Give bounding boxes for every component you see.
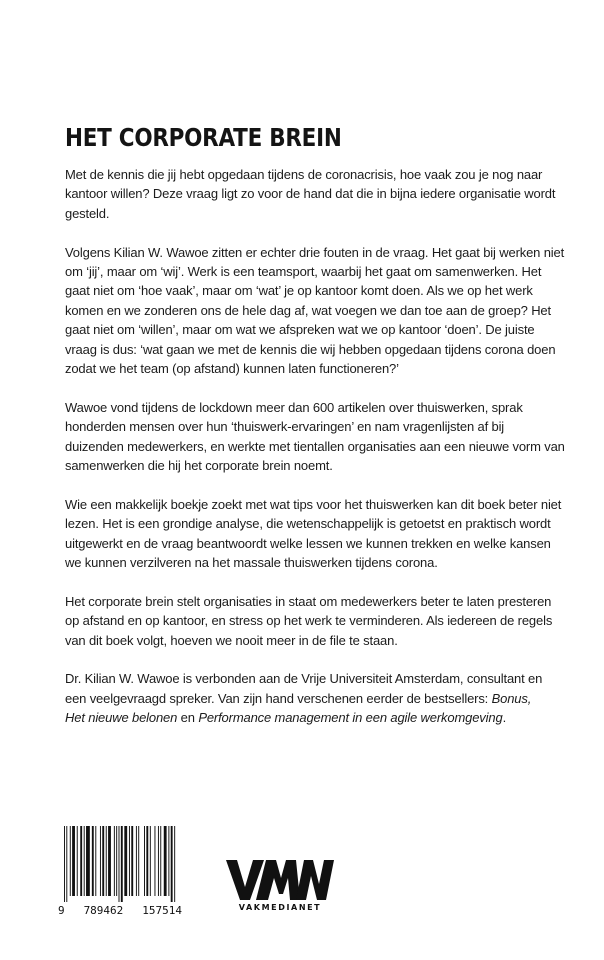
- barcode-bar: [164, 826, 167, 896]
- barcode-bar: [95, 826, 96, 896]
- barcode-bar: [146, 826, 148, 896]
- barcode-bar: [64, 826, 65, 902]
- author-bio: [65, 669, 565, 727]
- author-bio-end: .: [502, 710, 507, 726]
- barcode-bar: [154, 826, 155, 896]
- book-title-bonus: Bonus,: [491, 690, 532, 706]
- book-title-performance: Performance management in een agile werkomgeving: [198, 710, 503, 726]
- book-title-nieuwe-belonen: Het nieuwe belonen: [65, 710, 178, 726]
- blurb-paragraph-4: Wie een makkelijk boekje zoekt met wat tips voor het thuiswerken kan dit boek beter niet lezen. Het is een grondige analyse, die wetenschappelijk is getoetst en praktisch wordt uitgewerkt en de vraag beantwoordt welke lessen we kunnen trekken en welke kansen we kunnen verzilveren na het massale thuiswerken tijdens corona.: [65, 496, 562, 571]
- barcode-bar: [77, 826, 78, 896]
- barcode-bar: [121, 826, 123, 902]
- author-bio-connector: en: [177, 710, 199, 726]
- publisher-logo: [226, 860, 334, 912]
- barcode-bar: [144, 826, 145, 896]
- blurb-paragraph-1: Met de kennis die jij hebt opgedaan tijdens de coronacrisis, hoe vaak zou je nog naar kantoor willen? Deze vraag ligt zo voor de hand dat die in bijna iedere organisatie wordt gesteld.: [65, 167, 556, 221]
- barcode-bar: [150, 826, 151, 896]
- barcode-bar: [119, 826, 120, 902]
- back-cover-blurb: [65, 165, 565, 747]
- barcode-bar: [108, 826, 111, 896]
- barcode-bar: [174, 826, 175, 902]
- barcode-bar: [138, 826, 139, 896]
- barcode-bar: [102, 826, 104, 896]
- barcode-bar: [100, 826, 101, 896]
- isbn-group-2: 157514: [142, 904, 182, 917]
- barcode-bar: [66, 826, 67, 902]
- barcode-bar: [124, 826, 127, 896]
- vmn-logo-icon: [226, 860, 334, 900]
- isbn-barcode: [58, 826, 182, 917]
- publisher-name: VAKMEDIANET: [238, 903, 322, 912]
- author-bio-text: Dr. Kilian W. Wawoe is verbonden aan de Vrije Universiteit Amsterdam, consultant en een veelgevraagd spreker. Van zijn hand verschenen eerder de bestsellers:: [65, 671, 543, 706]
- barcode-bar: [158, 826, 159, 896]
- barcode-bar: [80, 826, 82, 896]
- barcode-bar: [84, 826, 85, 896]
- blurb-paragraph-5: Het corporate brein stelt organisaties in staat om medewerkers beter te laten presteren op afstand en op kantoor, en stress op het werk te verminderen. Als iedereen de regels van dit boek volgt, hoeven we nooit meer in de file te staan.: [65, 593, 553, 648]
- barcode-bars: [64, 826, 182, 902]
- isbn-group-1: 789462: [83, 904, 124, 917]
- barcode-bar: [116, 826, 117, 896]
- barcode-bar: [129, 826, 130, 896]
- blurb-paragraph-2: Volgens Kilian W. Wawoe zitten er echter drie fouten in de vraag. Het gaat bij werken niet om ‘jij’, maar om ‘wij’. Werk is een teamsport, waarbij het gaat om samenwerken. Het gaat niet om ‘hoe vaak’, maar om ‘wat’ je op kantoor komt doen. Als we op het werk komen en we zonderen ons de hele dag af, wat voegen we dan toe aan de groep? Het gaat niet om ‘willen’, maar om wat we afspreken wat we op kantoor ‘doen’. De juiste vraag is dus: ‘wat gaan we met de kennis die wij hebben opgedaan tijdens corona doen zodat we het team (op afstand) kunnen laten functioneren?’: [65, 244, 565, 377]
- barcode-bar: [70, 826, 71, 896]
- barcode-bar: [114, 826, 115, 896]
- barcode-bar: [160, 826, 161, 896]
- book-title: HET CORPORATE BREIN: [65, 123, 342, 152]
- isbn-number: [58, 904, 182, 917]
- barcode-bar: [136, 826, 137, 896]
- barcode-bar: [72, 826, 75, 896]
- barcode-bar: [106, 826, 107, 896]
- barcode-bar: [131, 826, 133, 896]
- barcode-bar: [92, 826, 94, 896]
- barcode-bar: [168, 826, 169, 896]
- isbn-first-digit: 9: [58, 904, 65, 917]
- blurb-paragraph-3: Wawoe vond tijdens de lockdown meer dan 600 artikelen over thuiswerken, sprak honderden mensen over hun ‘thuiswerk-ervaringen’ en nam vragenlijsten af bij duizenden medewerkers, en werkte met tientallen organisaties aan een nieuwe vorm van samenwerken die hij het corporate brein noemt.: [65, 399, 565, 474]
- barcode-bar: [171, 826, 173, 902]
- barcode-bar: [86, 826, 90, 896]
